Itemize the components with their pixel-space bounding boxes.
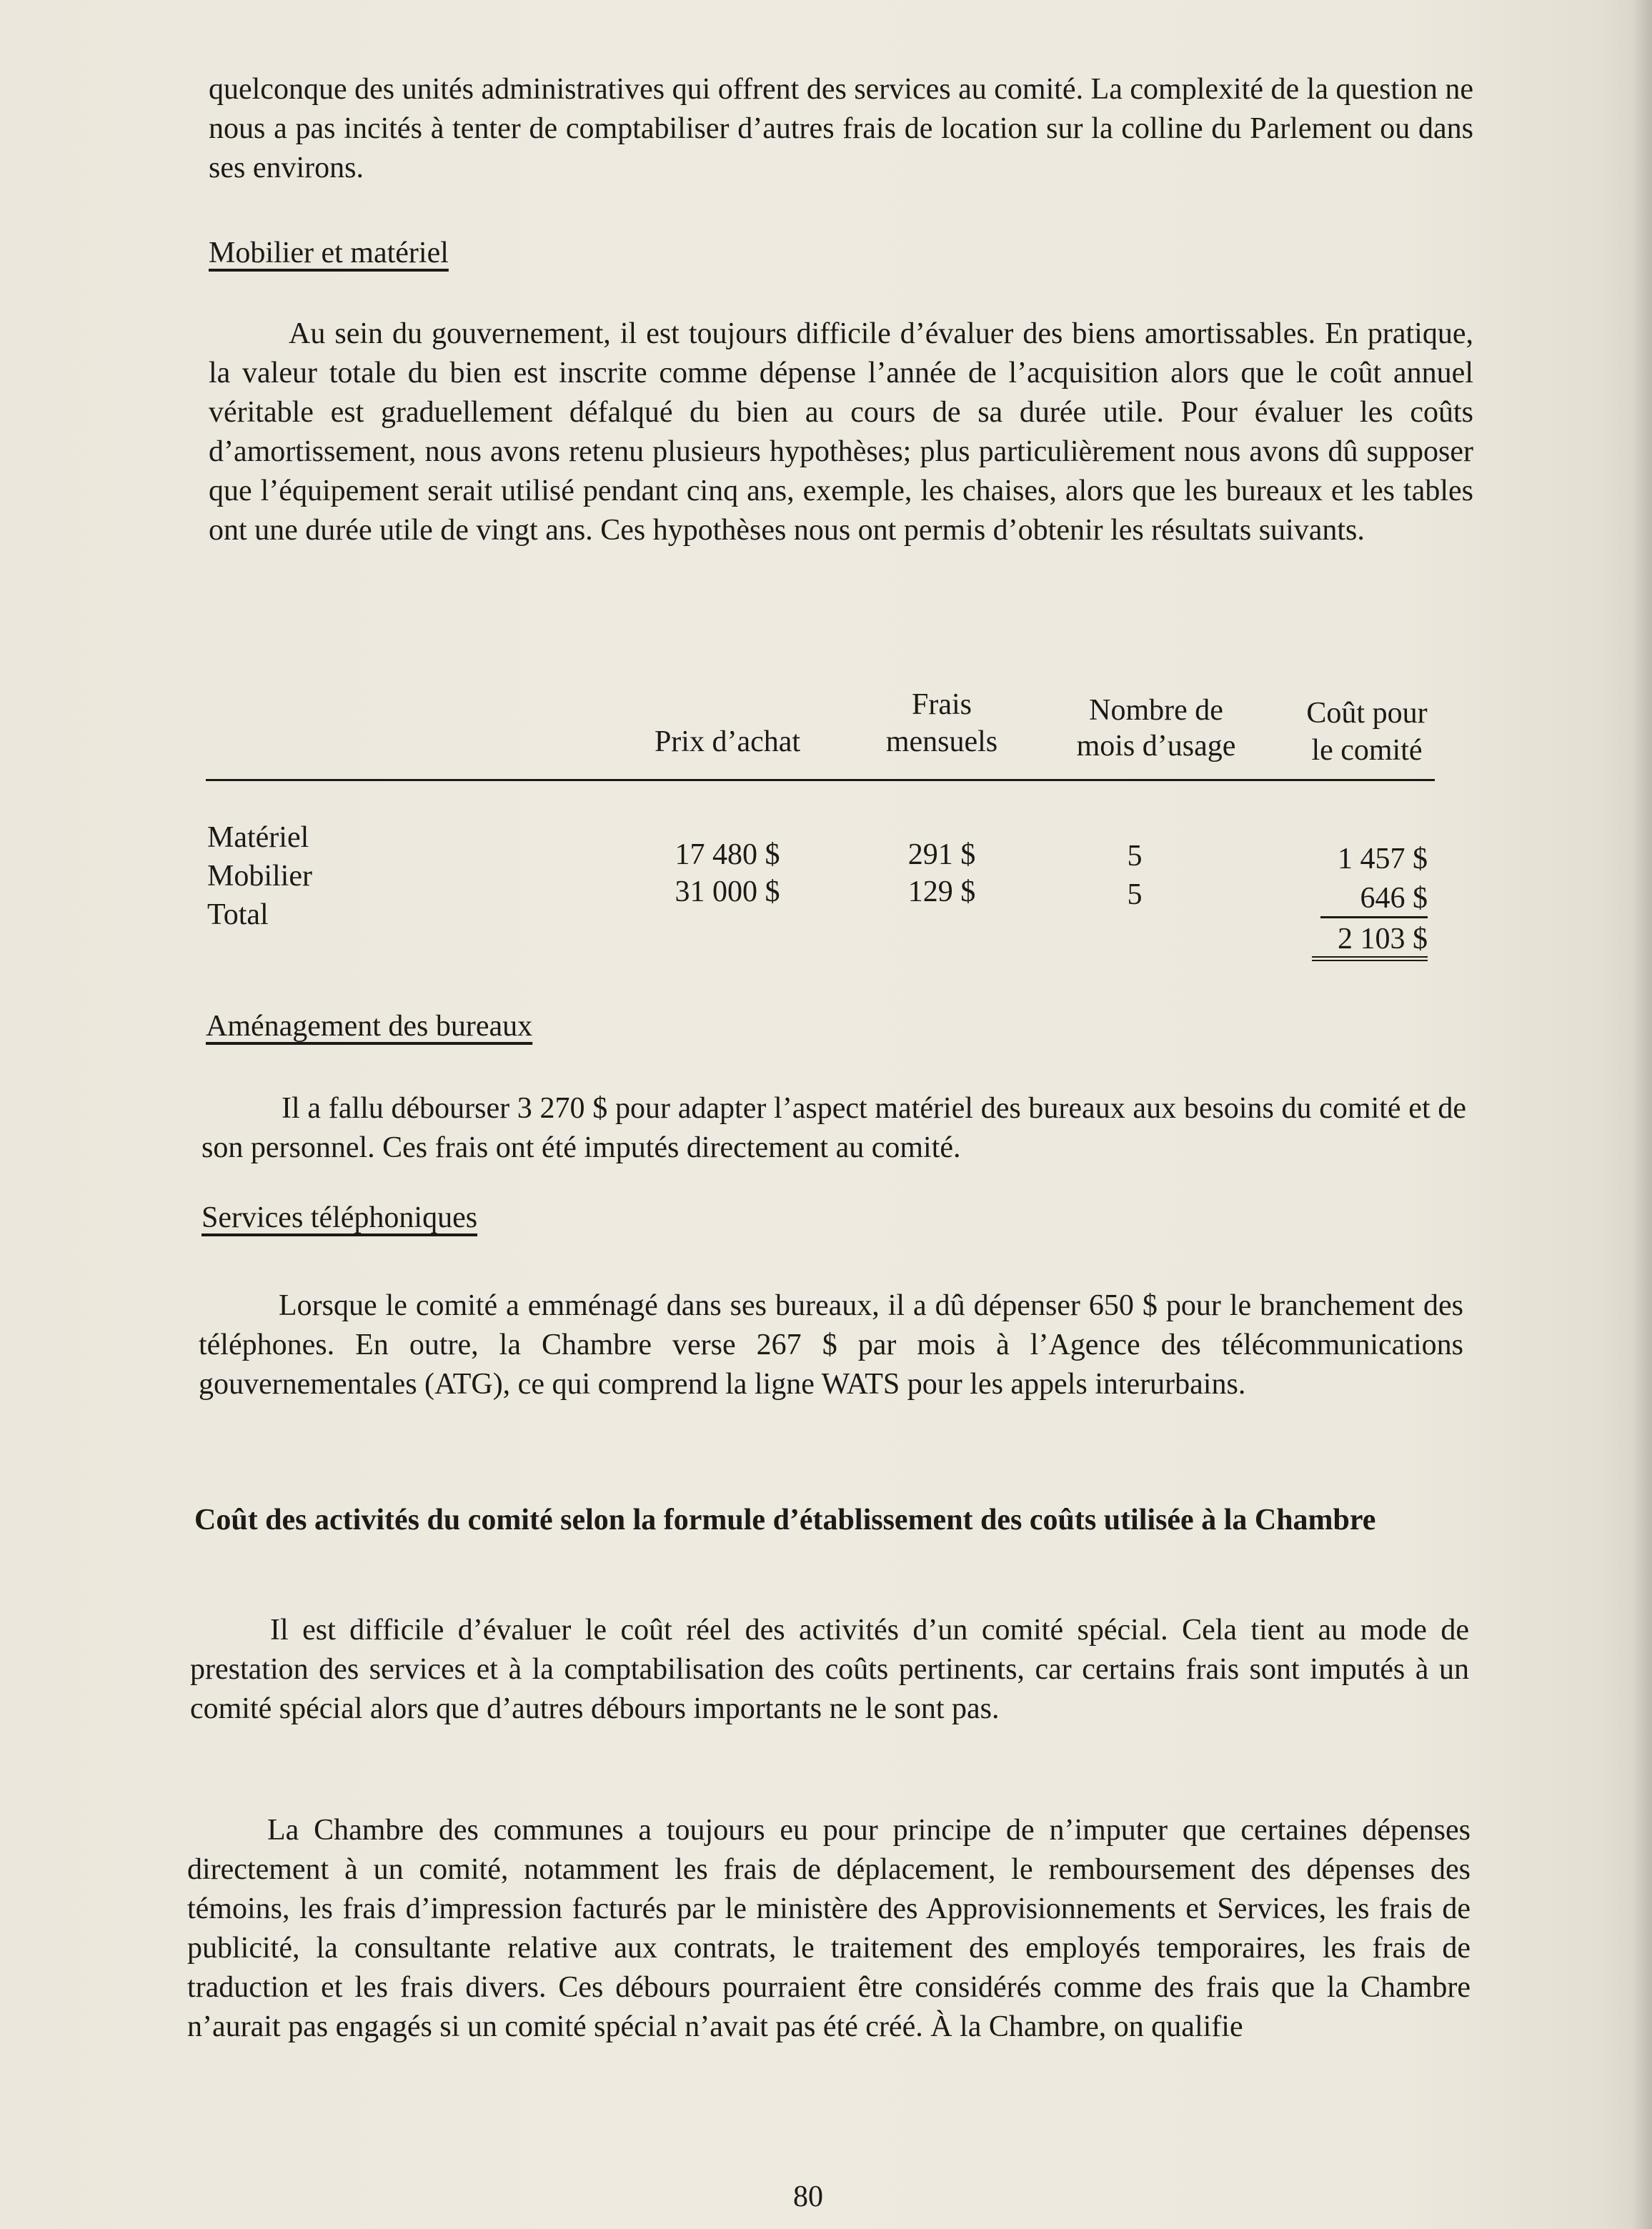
row-frais: 291 $ [907, 838, 976, 871]
paragraph-cout-reel [190, 1611, 1469, 1729]
page-number: 80 [793, 2180, 823, 2213]
paragraph-amortissement [209, 314, 1473, 550]
paragraph-telephones [199, 1286, 1463, 1404]
heading-cout-activites: Coût des activités du comité selon la formule d’établissement des coûts utilisée à la Chambre [194, 1504, 1376, 1537]
heading-mobilier-materiel: Mobilier et matériel [209, 237, 449, 269]
paragraph-text: Lorsque le comité a emménagé dans ses bureaux, il a dû dépenser 650 $ pour le branchement des téléphones. En outre, la Chambre verse 267 $ par mois à l’Agence des télécommunications gouvernementales (ATG), ce qui comprend la ligne WATS pour les appels interurbains. [199, 1289, 1463, 1401]
row-frais: 129 $ [907, 875, 976, 908]
col-header-cout-line2: le comité [1311, 734, 1423, 767]
total-cout: 2 103 $ [1312, 922, 1428, 961]
page-edge-shadow [1633, 0, 1652, 2229]
col-header-frais-line1: Frais [912, 688, 972, 721]
paragraph-text: quelconque des unités administratives qui offrent des services au comité. La complexité de la question ne nous a pas incités à tenter de comptabiliser d’autres frais de location sur la colline du Parlement ou dans ses environs. [209, 73, 1473, 184]
heading-amenagement-bureaux: Aménagement des bureaux [206, 1010, 533, 1043]
paragraph-text: Il a fallu débourser 3 270 $ pour adapter l’aspect matériel des bureaux aux besoins du comité et de son personnel. Ces frais ont été imputés directement au comité. [201, 1092, 1466, 1164]
row-mois: 5 [1127, 840, 1143, 873]
row-prix: 31 000 $ [675, 875, 780, 908]
paragraph-text: Il est difficile d’évaluer le coût réel des activités d’un comité spécial. Cela tient au mode de prestation des services et à la comptabilisation des coûts pertinents, car certains frais sont imputés à un comité spécial alors que d’autres débours importants ne le sont pas. [190, 1614, 1469, 1725]
row-mois: 5 [1127, 878, 1143, 911]
paragraph-text: La Chambre des communes a toujours eu pour principe de n’imputer que certaines dépenses directement à un comité, notamment les frais de déplacement, le remboursement des dépenses des témoins, les frais d’impression facturés par le ministère des Approvisionnements et Services, les frais de publicité, la consultante relative aux contrats, le traitement des employés temporaires, les frais de traduction et les frais divers. Ces débours pourraient être considérés comme des frais que la Chambre n’aurait pas engagés si un comité spécial n’avait pas été créé. À la Chambre, on qualifie [187, 1814, 1471, 2043]
paragraph-intro [209, 70, 1473, 188]
row-label: Mobilier [207, 860, 312, 893]
col-header-cout-line1: Coût pour [1306, 697, 1428, 730]
col-header-nombre-line2: mois d’usage [1076, 730, 1236, 763]
row-label: Matériel [207, 821, 309, 854]
paragraph-text: Au sein du gouvernement, il est toujours difficile d’évaluer des biens amortissables. En pratique, la valeur totale du bien est inscrite comme dépense l’année de l’acquisition alors que le coût annuel véritable est graduellement défalqué du bien au cours de sa durée utile. Pour évaluer les coûts d’amortissement, nous avons retenu plusieurs hypothèses; plus particulièrement nous avons dû supposer que l’équipement serait utilisé pendant cinq ans, exemple, les chaises, alors que les bureaux et les tables ont une durée utile de vingt ans. Ces hypothèses nous ont permis d’obtenir les résultats suivants. [209, 317, 1473, 547]
row-cout: 1 457 $ [1338, 843, 1428, 875]
row-prix: 17 480 $ [675, 838, 780, 871]
col-header-nombre-line1: Nombre de [1089, 694, 1223, 727]
total-label: Total [207, 898, 269, 931]
table-header-rule [206, 779, 1435, 781]
heading-services-telephoniques: Services téléphoniques [201, 1201, 478, 1234]
paragraph-principe-chambre [187, 1811, 1471, 2047]
paragraph-amenagement [201, 1089, 1466, 1168]
row-cout: 646 $ [1320, 880, 1428, 918]
col-header-frais-line2: mensuels [885, 725, 998, 758]
col-header-prix-achat: Prix d’achat [654, 725, 801, 758]
